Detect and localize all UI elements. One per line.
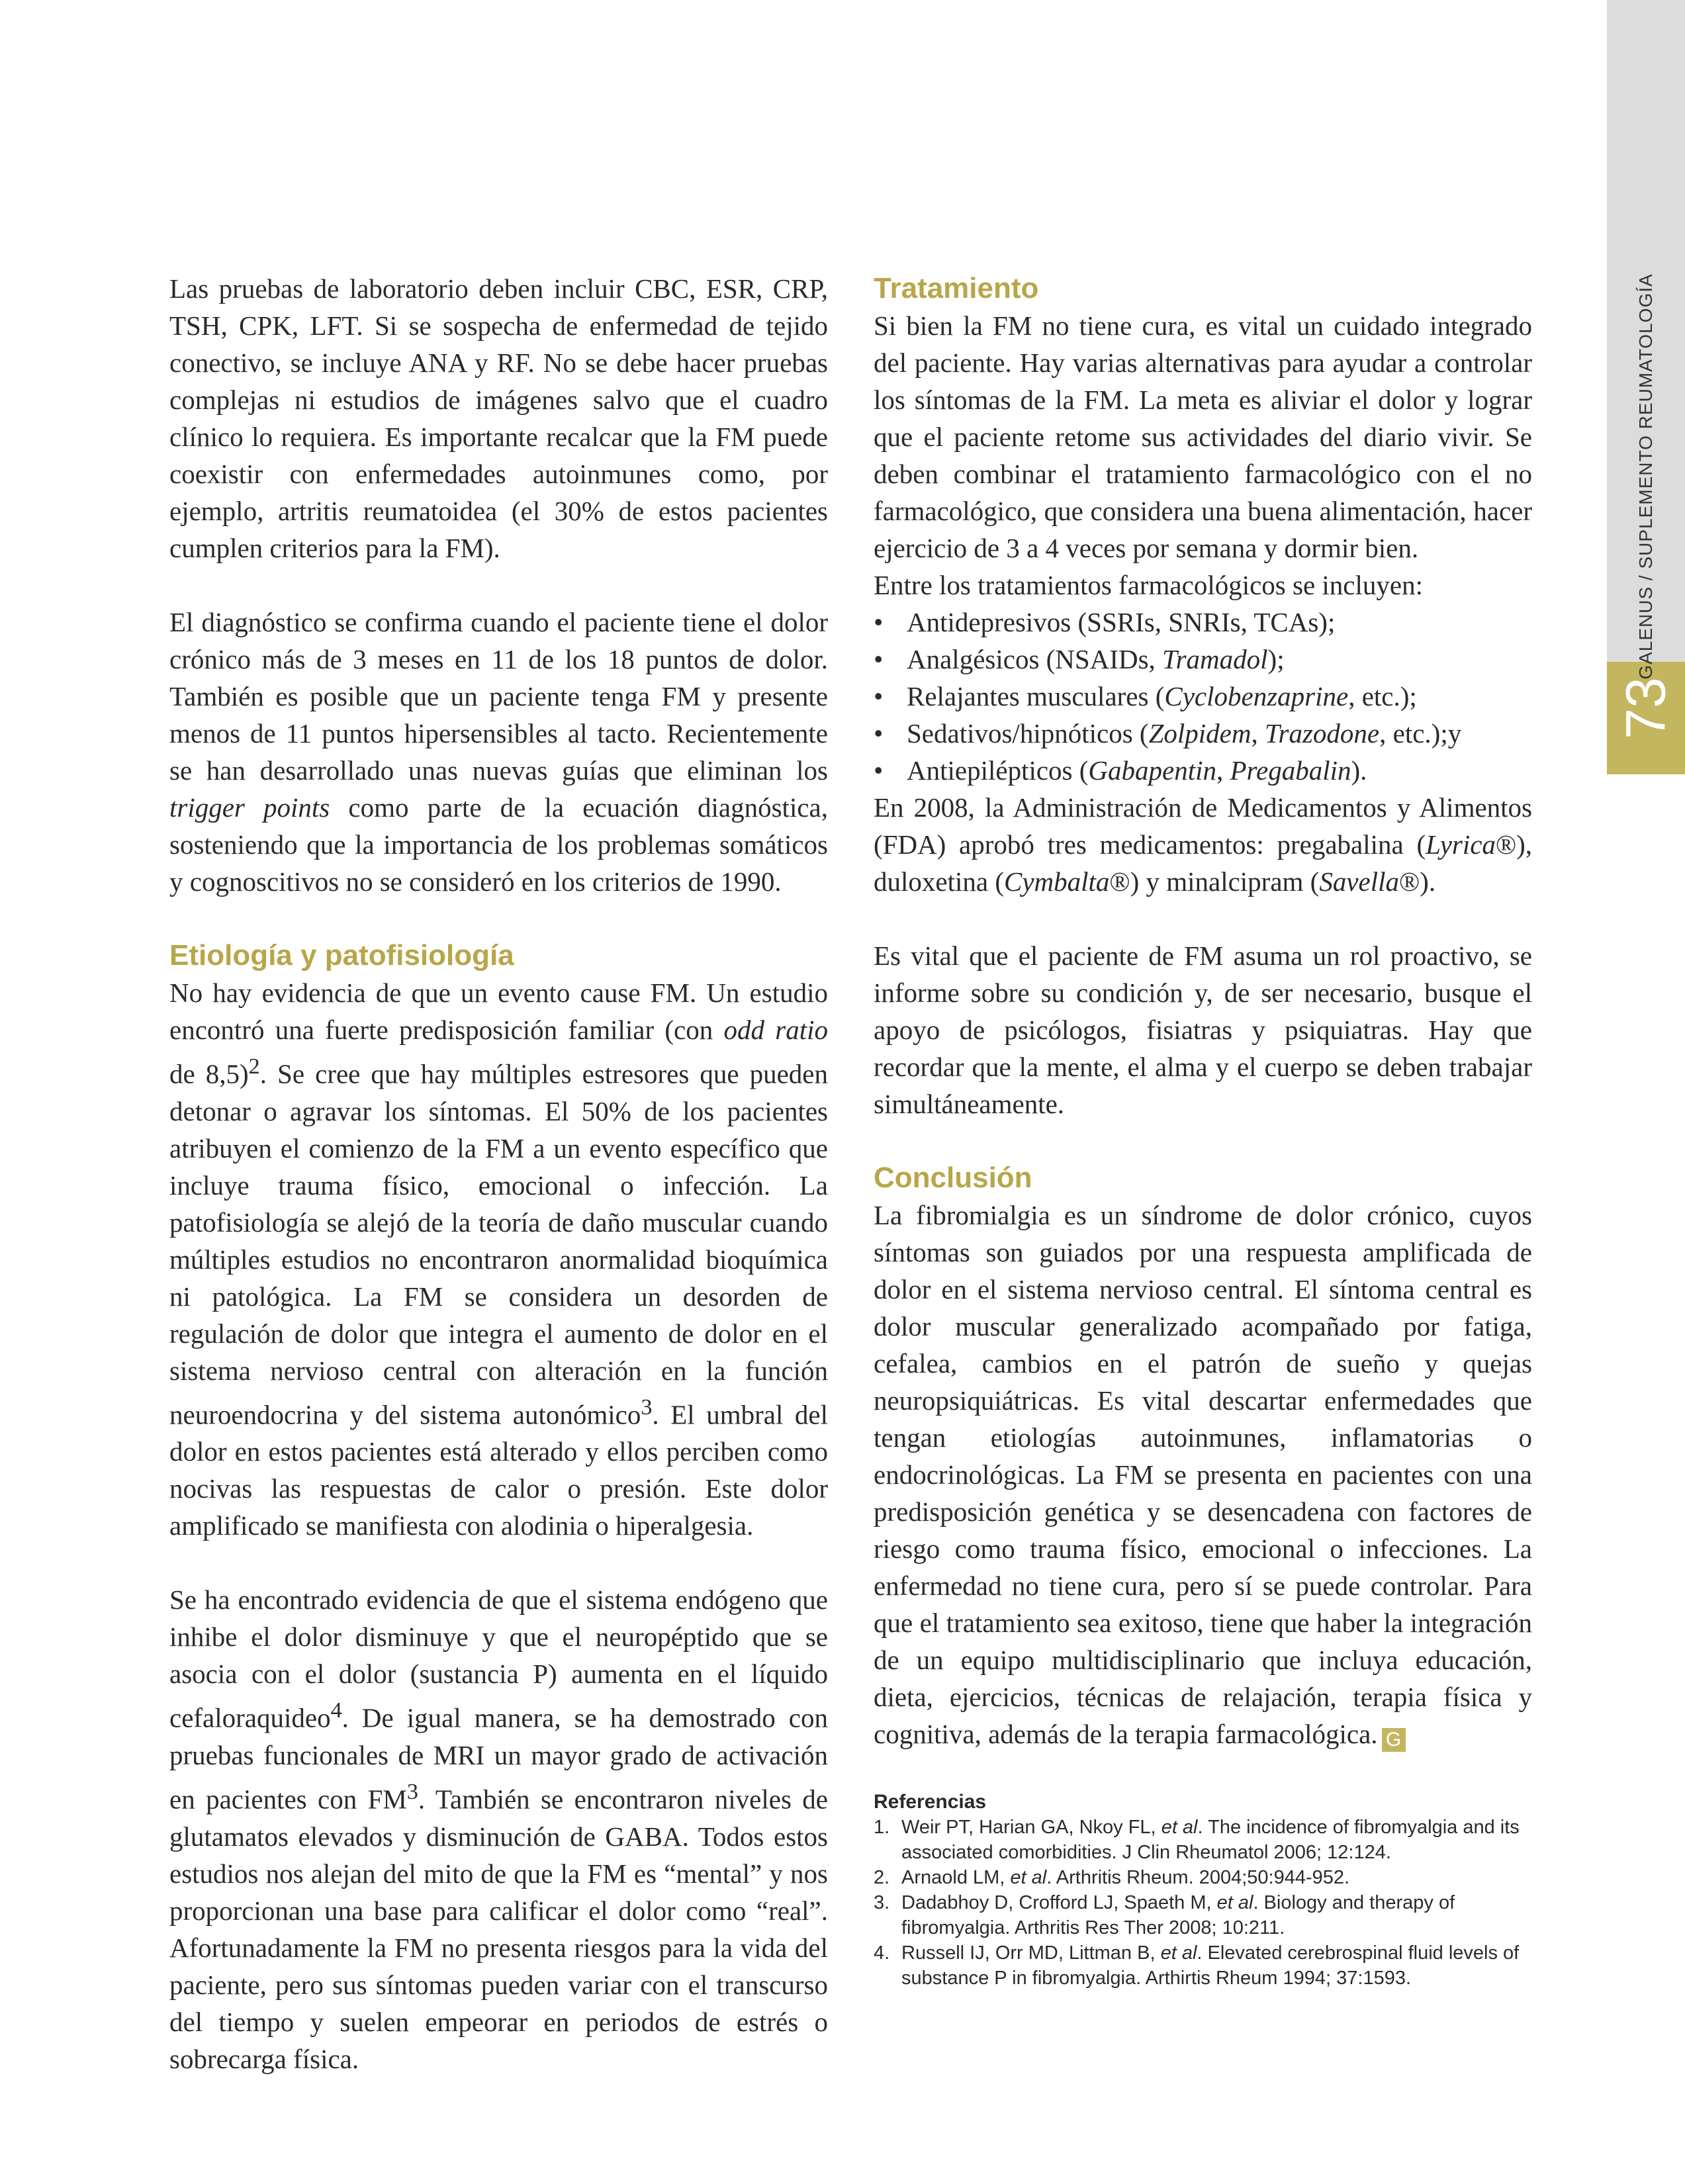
text: ). bbox=[1351, 755, 1367, 786]
text: Dadabhoy D, Crofford LJ, Spaeth M, bbox=[901, 1892, 1217, 1913]
text: Weir PT, Harian GA, Nkoy FL, bbox=[901, 1817, 1161, 1838]
text: Relajantes musculares ( bbox=[907, 681, 1165, 711]
paragraph-farmacologicos: Entre los tratamientos farmacológicos se incluyen: bbox=[874, 570, 1423, 600]
drug-name: Savella bbox=[1319, 866, 1400, 897]
references-list bbox=[874, 1815, 1532, 1991]
text: . También se encontraron niveles de glutamatos elevados y disminución de GABA. Todos estos estudios nos alejan del mito de que la FM es “mental” y nos proporcionan una base para calificar el dolor como “real”. Afortunadamente la FM no presenta riesgos para la vida del paciente, pero sus síntomas pueden variar con el transcurso del tiempo y suelen empeorar en periodos de estrés o sobrecarga física. bbox=[169, 1784, 828, 2074]
reference-number: 1. bbox=[874, 1817, 890, 1838]
text: , bbox=[1251, 718, 1265, 749]
list-item bbox=[874, 641, 1532, 678]
list-item bbox=[874, 604, 1532, 641]
references bbox=[874, 1790, 1532, 1991]
text: . Se cree que hay múltiples estresores que pueden detonar o agravar los síntomas. El 50% de los pacientes atribuyen el comienzo de la FM a un evento específico que incluye trauma físico, emocional o infección. La patofisiología se alejó de la teoría de daño muscular cuando múltiples estudios no encontraron anormalidad bioquímica ni patológica. La FM se considera un desorden de regulación de dolor que integra el aumento de dolor en el sistema nervioso central con alteración en la función neuroendocrina y del sistema autonómico bbox=[169, 1058, 828, 1430]
citation-sup: 2 bbox=[248, 1054, 260, 1079]
text: No hay evidencia de que un evento cause FM. Un estudio encontró una fuerte predisposición familiar (con bbox=[169, 978, 828, 1045]
citation-sup: 3 bbox=[641, 1394, 653, 1420]
heading-tratamiento: Tratamiento bbox=[874, 272, 1039, 304]
drug-name: Gabapentin bbox=[1088, 755, 1217, 786]
text: , etc.); bbox=[1348, 681, 1417, 711]
reference-item bbox=[874, 1815, 1532, 1865]
text: El diagnóstico se confirma cuando el paciente tiene el dolor crónico más de 3 meses en 11 de los 18 puntos de dolor. También es posible que un paciente tenga FM y presente menos de 11 puntos hipersensibles al tacto. Recientemente se han desarrollado unas nuevas guías que eliminan los bbox=[169, 607, 828, 786]
citation-sup: 4 bbox=[330, 1698, 342, 1723]
paragraph-rol-proactivo: Es vital que el paciente de FM asuma un rol proactivo, se informe sobre su condición y, de ser necesario, busque el apoyo de psicólogos, fisiatras y psiquiatras. Hay que recordar que la mente, el alma y el cuerpo se deben trabajar simultáneamente. bbox=[874, 940, 1532, 1119]
citation-sup: 3 bbox=[406, 1779, 418, 1804]
text: como parte de la ecuación diagnóstica, sosteniendo que la importancia de los problemas somáticos y cognoscitivos no se consideró en los criterios de 1990. bbox=[169, 792, 828, 897]
heading-conclusion: Conclusión bbox=[874, 1161, 1032, 1194]
text: et al bbox=[1216, 1892, 1253, 1913]
reference-item bbox=[874, 1865, 1532, 1890]
text: et al bbox=[1161, 1817, 1198, 1838]
references-title: Referencias bbox=[874, 1791, 987, 1813]
drug-name: Tramadol bbox=[1162, 644, 1268, 674]
text: et al bbox=[1160, 1942, 1197, 1964]
text: . El umbral del dolor en estos pacientes está alterado y ellos perciben como nocivas las respuestas de calor o presión. Este dolor amplificado se manifiesta con alodinia o hiperalgesia. bbox=[169, 1399, 828, 1541]
page-number: 73 bbox=[1614, 677, 1677, 739]
list-item bbox=[874, 715, 1532, 752]
reference-number: 4. bbox=[874, 1942, 890, 1964]
text: de 8,5) bbox=[169, 1058, 249, 1089]
text: , etc.);y bbox=[1379, 718, 1462, 749]
text: En 2008, la Administración de Medicamentos y Alimentos (FDA) aprobó tres medicamentos: pregabalina ( bbox=[874, 792, 1532, 860]
text: Russell IJ, Orr MD, Littman B, bbox=[901, 1942, 1161, 1964]
drug-name: Cyclobenzaprine bbox=[1164, 681, 1349, 711]
treatment-list bbox=[874, 604, 1532, 789]
left-column bbox=[169, 270, 828, 2077]
drug-name: Pregabalin bbox=[1230, 755, 1351, 786]
italic-term: trigger points bbox=[169, 792, 330, 823]
text: Sedativos/hipnóticos ( bbox=[907, 718, 1149, 749]
reference-number: 3. bbox=[874, 1892, 890, 1913]
text: Arnaold LM, bbox=[901, 1867, 1011, 1888]
paragraph-laboratorio: Las pruebas de laboratorio deben incluir CBC, ESR, CRP, TSH, CPK, LFT. Si se sospecha de enfermedad de tejido conectivo, se incluye ANA y RF. No se debe hacer pruebas complejas ni estudios de imágenes salvo que el cuadro clínico lo requiera. Es importante recalcar que la FM puede coexistir con enfermedades autoinmunes como, por ejemplo, artritis reumatoidea (el 30% de estos pacientes cumplen criterios para la FM). bbox=[169, 273, 828, 563]
text: Se ha encontrado evidencia de que el sistema endógeno que inhibe el dolor disminuye y que el neuropéptido que se asocia con el dolor (sustancia P) aumenta en el líquido cefaloraquideo bbox=[169, 1584, 828, 1733]
right-column bbox=[874, 270, 1532, 1991]
paragraph-conclusion bbox=[874, 1197, 1532, 1752]
text: La fibromialgia es un síndrome de dolor crónico, cuyos síntomas son guiados por una respuesta amplificada de dolor en el sistema nervioso central. El síntoma central es dolor muscular generalizado acompañado por fatiga, cefalea, cambios en el patrón de sueño y quejas neuropsiquiátricas. Es vital descartar enfermedades que tengan etiologías autoinmunes, inflamatorias o endocrinológicas. La FM se presenta en pacientes con una predisposición genética y se desencadena con factores de riesgo como trauma físico, emocional o infecciones. La enfermedad no tiene cura, pero sí se puede controlar. Para que el tratamiento sea exitoso, tiene que haber la integración de un equipo multidisciplinario que incluya educación, dieta, ejercicios, técnicas de relajación, terapia física y cognitiva, además de la terapia farmacológica. bbox=[874, 1200, 1532, 1749]
text: Antiepilépticos ( bbox=[907, 755, 1089, 786]
drug-name: Zolpidem bbox=[1148, 718, 1252, 749]
drug-name: Trazodone bbox=[1264, 718, 1380, 749]
text: Antidepresivos (SSRIs, SNRIs, TCAs); bbox=[907, 607, 1336, 637]
reference-item bbox=[874, 1890, 1532, 1940]
paragraph-diagnostico bbox=[169, 604, 828, 900]
heading-etiologia: Etiología y patofisiología bbox=[169, 939, 514, 972]
reference-item bbox=[874, 1940, 1532, 1991]
paragraph-tratamiento: Si bien la FM no tiene cura, es vital un cuidado integrado del paciente. Hay varias alternativas para ayudar a controlar los síntomas de la FM. La meta es aliviar el dolor y lograr que el paciente retome sus actividades del diario vivir. Se deben combinar el tratamiento farmacológico con el no farmacológico, que considera una buena alimentación, hacer ejercicio de 3 a 4 veces por semana y dormir bien. bbox=[874, 310, 1532, 563]
drug-name: Cymbalta bbox=[1003, 866, 1110, 897]
text: ®). bbox=[1399, 866, 1436, 897]
text: et al bbox=[1010, 1867, 1047, 1888]
text: . De igual manera, se ha demostrado con pruebas funcionales de MRI un mayor grado de activación en pacientes con FM bbox=[169, 1702, 828, 1815]
text: ®), duloxetina ( bbox=[874, 829, 1532, 897]
text: . Elevated cerebrospinal fluid levels of substance P in fibromyalgia. Arthirtis Rheum 1994; 37:1593. bbox=[901, 1942, 1520, 1989]
list-item bbox=[874, 678, 1532, 715]
text: , bbox=[1216, 755, 1230, 786]
running-header: GALENUS / SUPLEMENTO REUMATOLOGÍA bbox=[1635, 273, 1656, 680]
text: . Biology and therapy of fibromyalgia. Arthritis Res Ther 2008; 10:211. bbox=[901, 1892, 1455, 1938]
paragraph-etiologia bbox=[169, 974, 828, 1544]
text: . The incidence of fibromyalgia and its associated comorbidities. J Clin Rheumatol 2006; 12:124. bbox=[901, 1817, 1520, 1863]
text: Analgésicos (NSAIDs, bbox=[907, 644, 1163, 674]
paragraph-fda bbox=[874, 789, 1532, 900]
reference-number: 2. bbox=[874, 1867, 890, 1888]
paragraph-evidencia bbox=[169, 1581, 828, 2077]
text: ®) y minalcipram ( bbox=[1109, 866, 1320, 897]
drug-name: Lyrica bbox=[1426, 829, 1496, 860]
text: . Arthritis Rheum. 2004;50:944-952. bbox=[1046, 1867, 1350, 1888]
italic-term: odd ratio bbox=[723, 1015, 828, 1045]
text: ); bbox=[1267, 644, 1285, 674]
end-mark-icon: G bbox=[1382, 1728, 1406, 1752]
list-item bbox=[874, 752, 1532, 789]
